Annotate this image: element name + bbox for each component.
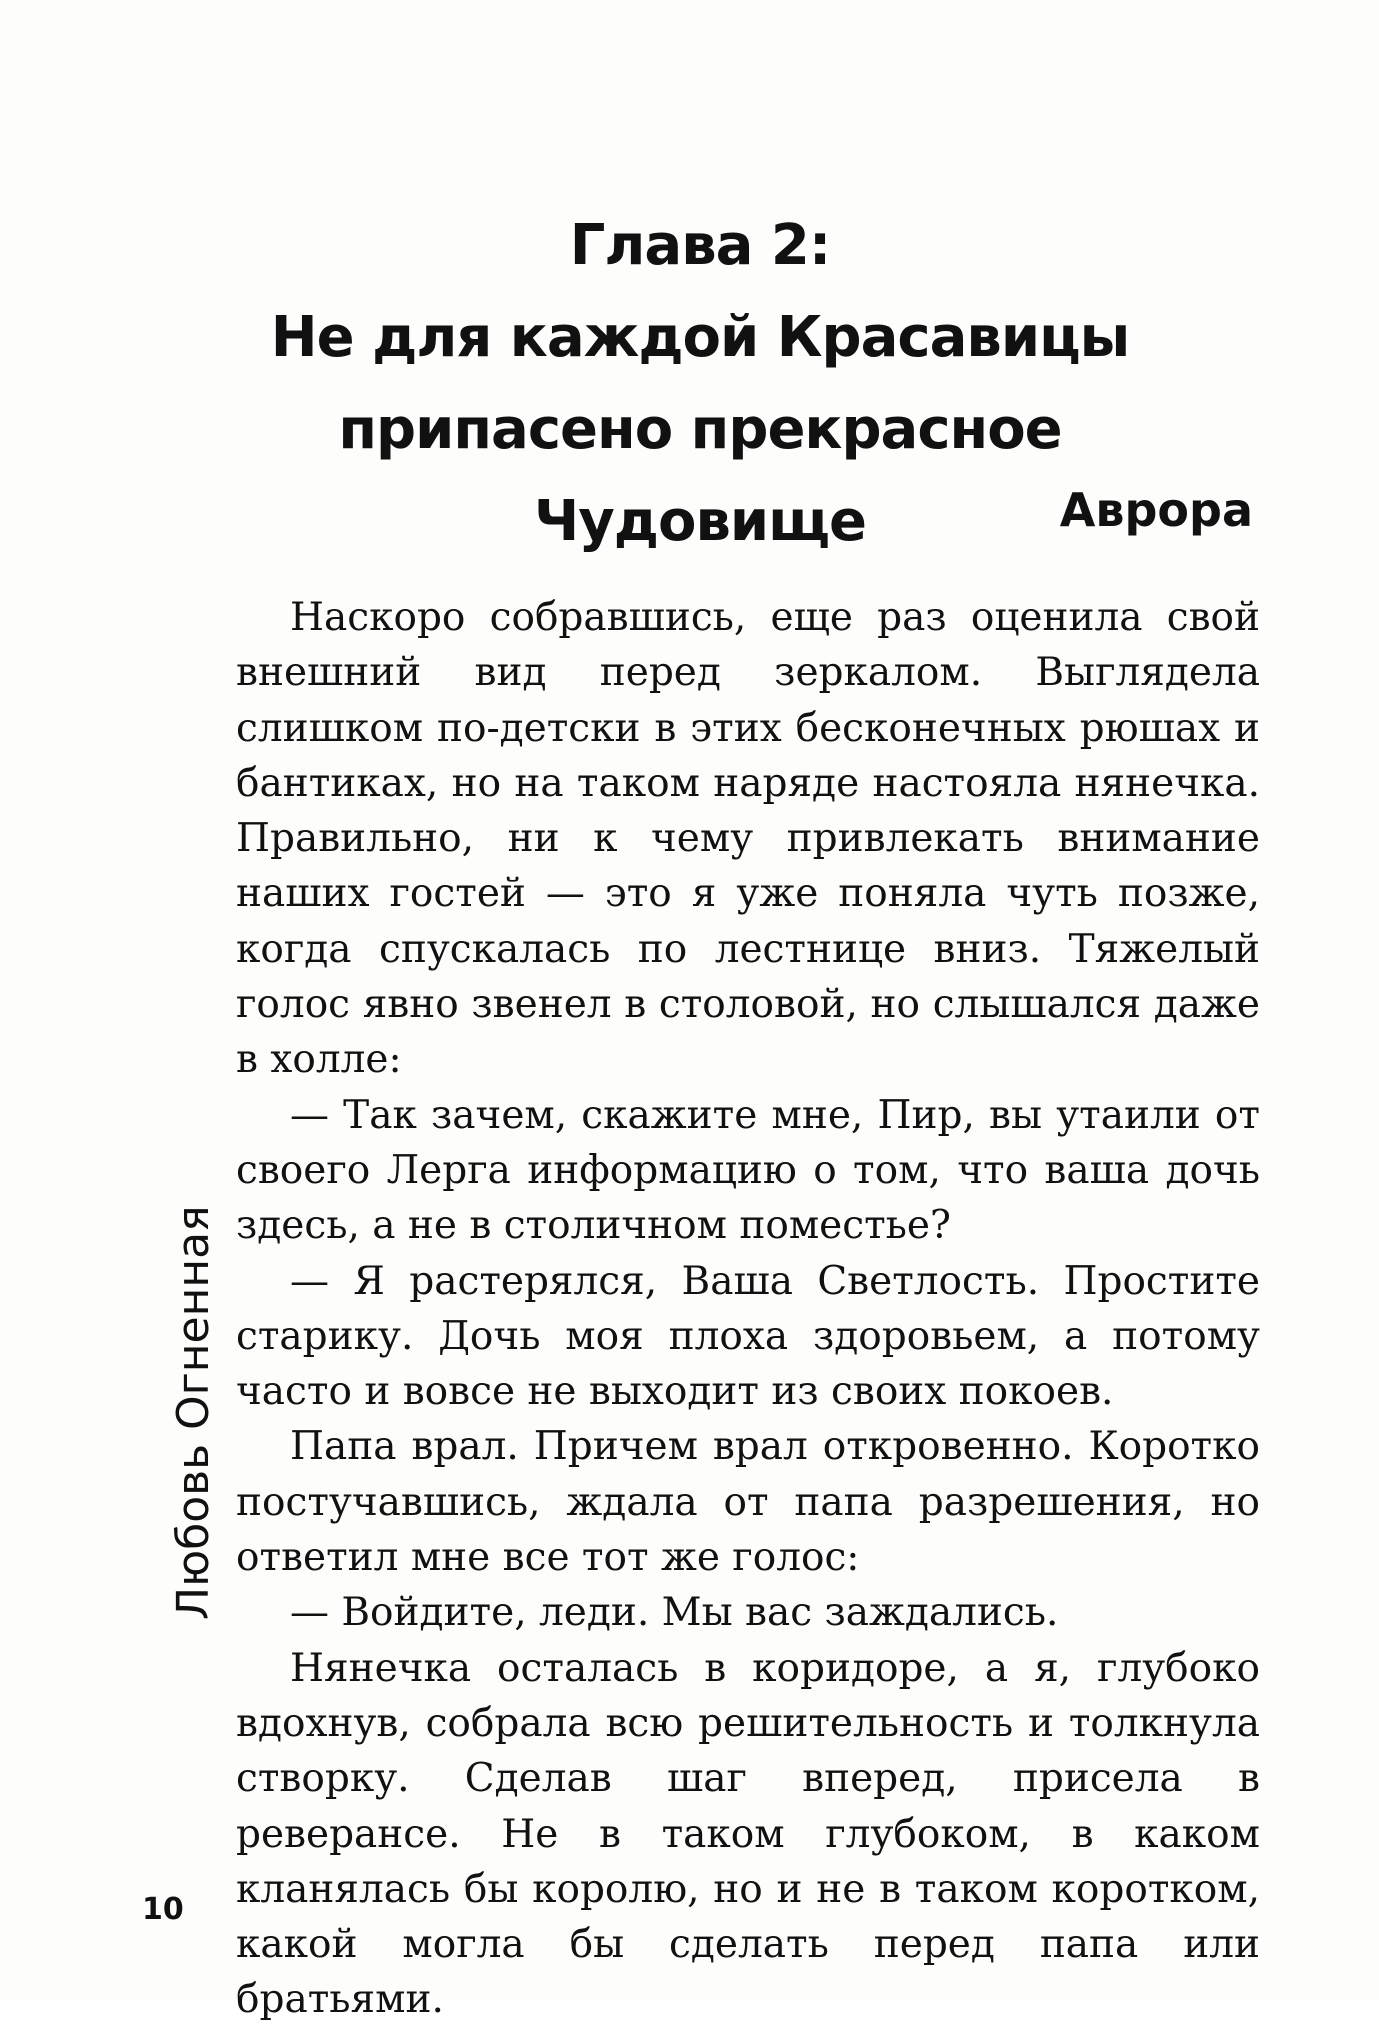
chapter-title-line-2: припасено прекрасное Чудовище	[338, 397, 1062, 554]
page-number: 10	[142, 1892, 184, 1927]
paragraph: Нянечка осталась в коридоре, а я, глубоко вдохнув, собрала всю решительность и толкнула створку. Сделав шаг вперед, присела в реверансе. Не в таком глубоком, в каком кланялась бы королю, но и не в таком коротком, какой могла бы сделать перед папа или братьями.	[236, 1645, 1260, 2023]
paragraph: Папа врал. Причем врал откровенно. Коротко постучавшись, ждала от папа разрешения, но ответил мне все тот же голос:	[236, 1424, 1260, 1581]
chapter-title	[200, 200, 1200, 568]
pov-character-name: Аврора	[1059, 483, 1253, 537]
paragraph: — Так зачем, скажите мне, Пир, вы утаили от своего Лерга информацию о том, что ваша дочь здесь, а не в столичном поместье?	[236, 1092, 1260, 1249]
paragraph: Наскоро собравшись, еще раз оценила свой внешний вид перед зеркалом. Выглядела слишком по-детски в этих бесконечных рюшах и бантиках, но на таком наряде настояла нянечка. Правильно, ни к чему привлекать внимание наших гостей — это я уже поняла чуть позже, когда спускалась по лестнице вниз. Тяжелый голос явно звенел в столовой, но слышался даже в холле:	[236, 595, 1260, 1083]
paragraph: — Войдите, леди. Мы вас заждались.	[290, 1590, 1059, 1636]
chapter-number: Глава 2:	[569, 213, 831, 278]
author-label: Любовь Огненная	[168, 1205, 219, 1620]
body-text	[236, 590, 1260, 2028]
chapter-title-line-1: Не для каждой Красавицы	[270, 305, 1130, 370]
paragraph: — Я растерялся, Ваша Светлость. Простите старику. Дочь моя плоха здоровьем, а потому часто и вовсе не выходит из своих покоев.	[236, 1258, 1260, 1415]
